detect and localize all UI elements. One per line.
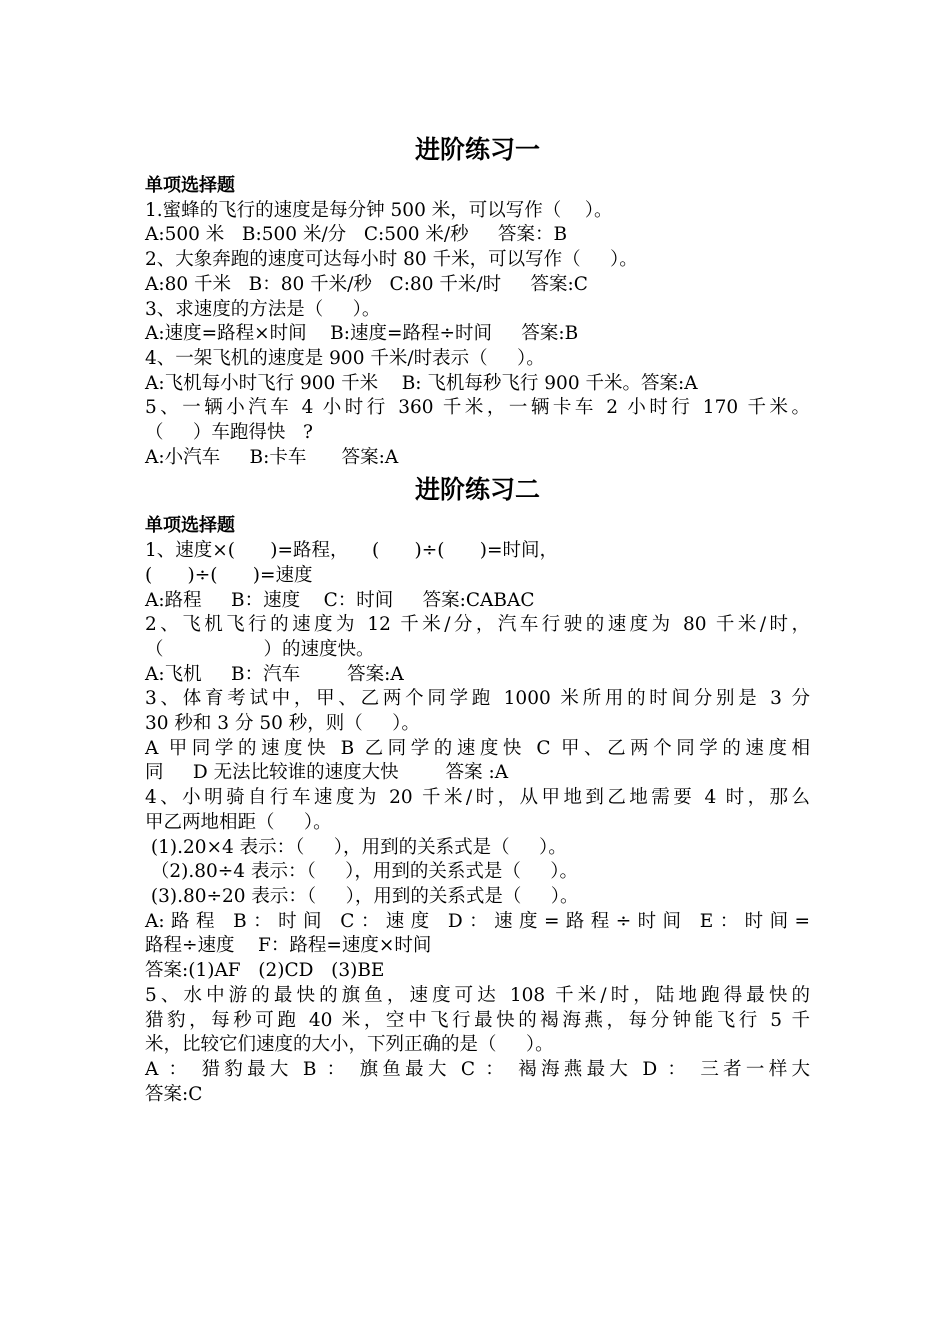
section2-line: 3、体育考试中，甲、乙两个同学跑 1000 米所用的时间分别是 3 分	[145, 688, 810, 710]
section2-line: 2、飞机飞行的速度为 12 千米/分，汽车行驶的速度为 80 千米/时，	[145, 614, 810, 636]
section2-line: 4、小明骑自行车速度为 20 千米/时，从甲地到乙地需要 4 时，那么	[145, 787, 810, 809]
section1-line: A:速度=路程×时间 B:速度=路程÷时间 答案:B	[145, 323, 579, 345]
section1-line: 3、求速度的方法是（ ）。	[145, 298, 381, 320]
section2-subtitle: 单项选择题	[145, 515, 235, 537]
section2-line: （2).80÷4 表示：（ ），用到的关系式是（ ）。	[145, 861, 578, 883]
section1-line: 1.蜜蜂的飞行的速度是每分钟 500 米，可以写作（ ）。	[145, 199, 613, 221]
section2-line: A ： 猎豹最大 B ： 旗鱼最大 C ： 褐海燕最大 D ： 三者一样大	[145, 1058, 810, 1080]
section1-title: 进阶练习一	[414, 135, 540, 164]
section2-line: 5、水中游的最快的旗鱼，速度可达 108 千米/时，陆地跑得最快的	[145, 984, 810, 1006]
section1-line: A:80 千米 B：80 千米/秒 C:80 千米/时 答案:C	[145, 273, 588, 295]
section2-line: 答案:C	[145, 1083, 203, 1105]
section2-body	[145, 539, 810, 1107]
section2-line: A:飞机 B：汽车 答案:A	[145, 663, 404, 685]
document-page	[145, 130, 810, 1107]
section1-line: 5、一辆小汽车 4 小时行 360 千米，一辆卡车 2 小时行 170 千米。	[145, 397, 810, 419]
section2-line: 同 D 无法比较谁的速度大快 答案 :A	[145, 762, 509, 784]
section1-line: A:小汽车 B:卡车 答案:A	[145, 446, 399, 468]
section2-line: 猎豹，每秒可跑 40 米，空中飞行最快的褐海燕，每分钟能飞行 5 千	[145, 1009, 810, 1031]
section2-line: 30 秒和 3 分 50 秒，则（ ）。	[145, 713, 420, 735]
section2-line: A:路程 B：速度 C：时间 答案:CABAC	[145, 589, 535, 611]
section2-line: 路程÷速度 F：路程=速度×时间	[145, 935, 432, 957]
section2-line: A 甲同学的速度快 B 乙同学的速度快 C 甲、乙两个同学的速度相	[145, 737, 810, 759]
section2-line: (1).20×4 表示：（ ），用到的关系式是（ ）。	[145, 836, 567, 858]
section2-line: 1、速度×( )=路程， ( )÷( )=时间，	[145, 540, 558, 562]
section1-line: 4、一架飞机的速度是 900 千米/时表示（ ）。	[145, 347, 545, 369]
section2-line: 答案:(1)AF (2)CD (3)BE	[145, 960, 385, 982]
section2-line: 甲乙两地相距（ ）。	[145, 811, 332, 833]
section2-line: 米，比较它们速度的大小，下列正确的是（ ）。	[145, 1034, 554, 1056]
section1-body	[145, 199, 810, 471]
section1-subtitle: 单项选择题	[145, 175, 235, 196]
section1-line: A:500 米 B:500 米/分 C:500 米/秒 答案：B	[145, 224, 568, 246]
section1-line: （ ）车跑得快 ?	[145, 422, 313, 444]
section2-title: 进阶练习二	[414, 475, 540, 505]
section2-line: (3).80÷20 表示：（ ），用到的关系式是（ ）。	[145, 885, 579, 907]
section2-line: （ ）的速度快。	[145, 638, 375, 660]
section2-line: A:路程 B：时间 C：速度 D：速度=路程÷时间 E：时间=	[145, 910, 810, 932]
section1-line: 2、大象奔跑的速度可达每小时 80 千米，可以写作（ ）。	[145, 249, 638, 271]
section2-line: ( )÷( )=速度	[145, 564, 313, 586]
section1-line: A:飞机每小时飞行 900 千米 B: 飞机每秒飞行 900 千米。答案:A	[145, 372, 698, 394]
